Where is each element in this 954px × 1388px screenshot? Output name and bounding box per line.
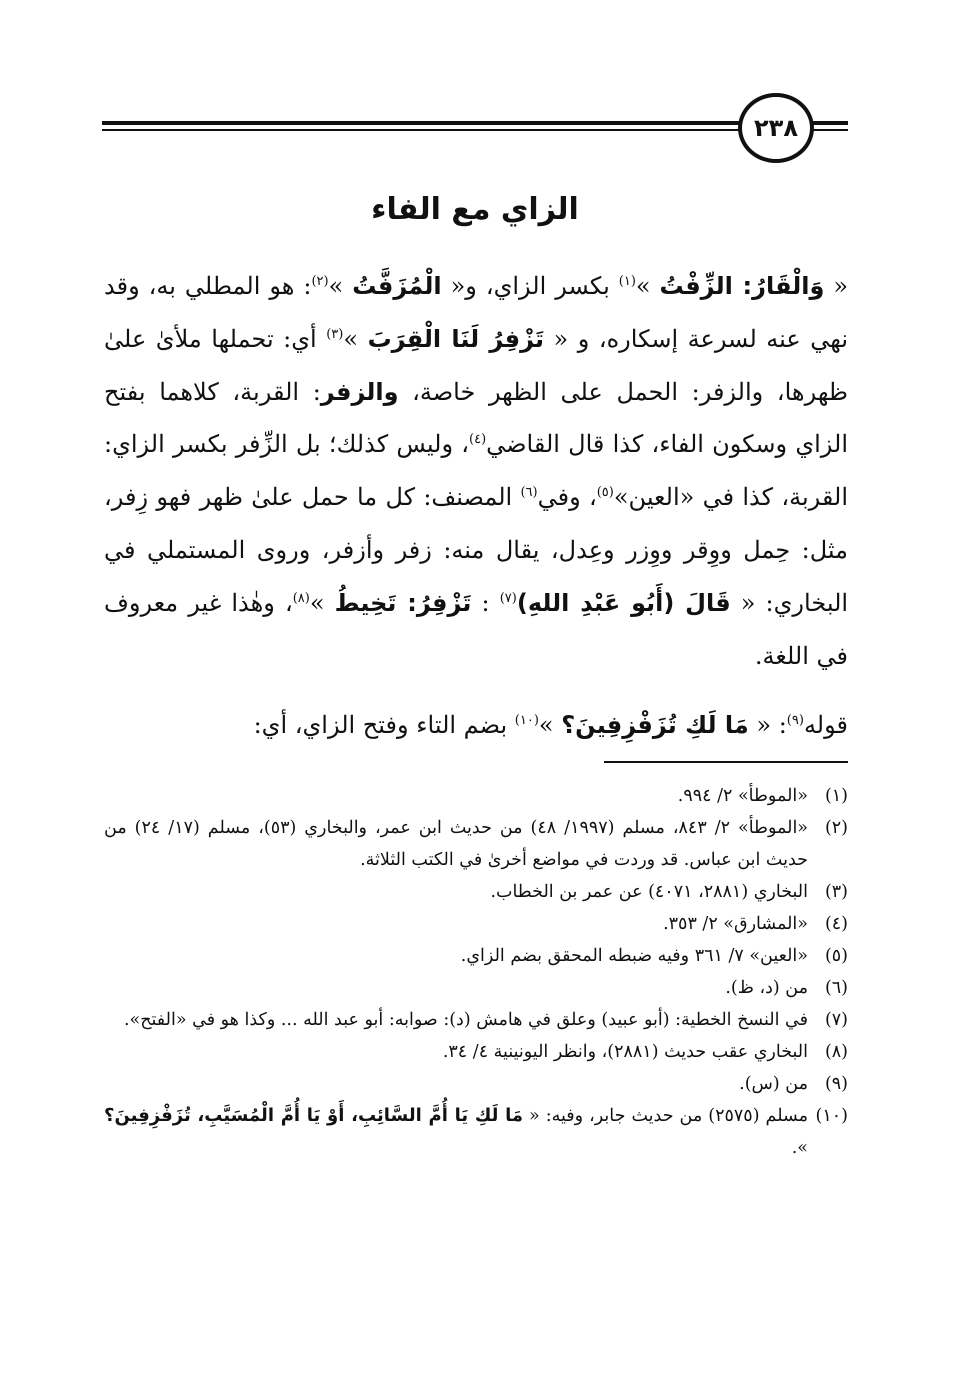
headword: وَالْقَارُ: الزِّفْتُ	[659, 272, 825, 300]
headword: الْمُزَفَّتُ	[352, 272, 442, 300]
footnote-1: (١) «الموطأ» ٢/ ٩٩٤.	[677, 786, 848, 806]
footnote-ref: (١)	[618, 274, 636, 289]
footnote-ref: (١٠)	[514, 713, 539, 729]
header-rule-right-thin	[808, 129, 848, 131]
footnote-ref: (٩)	[786, 713, 804, 729]
headword: تَزْفِرُ: تَخِيطُ	[334, 588, 472, 617]
footnote-9: (٩) من (س).	[739, 1074, 848, 1094]
footnote-7: (٧) في النسخ الخطية: (أبو عبيد) وعلق في هامش (د): صوابه: أبو عبد الله ... وكذا هو في «الفتح».	[123, 1010, 848, 1030]
footnote-ref: (٥)	[596, 485, 614, 501]
footnotes	[104, 780, 848, 1164]
paragraph-1: « وَالْقَارُ: الزِّفْتُ »$^{(١)}$ بكسر الزاي، و« الْمُزَفَّتُ »$^{(٢)}$: هو المطلي به، وقد نهي عنه لسرعة إسكاره، و « تَزْفِرُ لَنَا الْقِرَبَ »$^{(٣)}$ أي: تحملها ملأىٰ علىٰ ظهرها، والزفر: الحمل على الظهر خاصة، والزفر: القربة، كلاهما بفتح الزاي وسكون الفاء، كذا قال القاضي$^{(٤)}$، وليس كذلك؛ بل الزِّفر بكسر الزاي: القربة، كذا في «العين»$^{(٥)}$، وفي$^{(٦)}$ المصنف: كل ما حمل علىٰ ظهر فهو زِفر، مثل: حِمل ووِقر ووِزر وعِدل، يقال منه: زفر وأزفر، وروى المستملي في البخاري: « قَالَ (أَبُو عَبْدِ اللهِ)$^{(٧)}$ : تَزْفِرُ: تَخِيطُ »$^{(٨)}$، وهٰذا غير معروف في اللغة.	[104, 272, 849, 670]
footnote-10: (١٠) مسلم (٢٥٧٥) من حديث جابر، وفيه: « مَا لَكِ يَا أُمَّ السَّائِبِ، أَوْ يَا أُمَّ الْمُسَيَّبِ، تُزَفْزِفِينَ؟ ».	[104, 1105, 848, 1158]
headword: والزفر	[320, 377, 399, 406]
footnote-5: (٥) «العين» ٧/ ٣٦١ وفيه ضبطه المحقق بضم الزاي.	[460, 946, 848, 966]
footnote-ref: (٦)	[520, 485, 538, 501]
footnote-2: (٢) «الموطأ» ٢/ ٨٤٣، مسلم (١٩٩٧/ ٤٨) من حديث ابن عمر، والبخاري (٥٣)، مسلم (١٧/ ٢٤) من حديث ابن عباس. قد وردت في مواضع أخرىٰ في الكتب الثلاثة.	[104, 818, 848, 870]
headword: قَالَ (أَبُو عَبْدِ اللهِ)	[516, 588, 731, 617]
footnote-6: (٦) من (د، ظ).	[725, 978, 848, 998]
page-number: ٢٣٨	[738, 93, 814, 163]
footnote-ref: (٤)	[469, 432, 487, 448]
footnote-ref: (٣)	[326, 326, 344, 342]
footnote-4: (٤) «المشارق» ٢/ ٣٥٣.	[663, 914, 848, 934]
footnote-separator	[604, 761, 848, 763]
header-rule-right-thick	[808, 121, 848, 125]
footnote-3: (٣) البخاري (٢٨٨١، ٤٠٧١) عن عمر بن الخطاب.	[490, 882, 848, 902]
footnote-ref: (٨)	[292, 590, 310, 606]
hadith-quote: مَا لَكِ يَا أُمَّ السَّائِبِ، أَوْ يَا أُمَّ الْمُسَيَّبِ، تُزَفْزِفِينَ؟	[104, 1105, 523, 1126]
header-rule-thick	[102, 121, 742, 125]
headword: تَزْفِرُ لَنَا الْقِرَبَ	[367, 324, 545, 353]
paragraph-2: قوله$^{(٩)}$: « مَا لَكِ تُزَفْزِفِينَ؟ »$^{(١٠)}$ بضم التاء وفتح الزاي، أي:	[253, 711, 848, 740]
main-text	[104, 260, 848, 752]
headword: مَا لَكِ تُزَفْزِفِينَ؟	[561, 711, 749, 740]
header-rule-thin	[102, 129, 742, 131]
footnote-ref: (٢)	[311, 274, 329, 289]
footnote-ref: (٧)	[499, 590, 517, 606]
section-title: الزاي مع الفاء	[371, 192, 579, 227]
footnote-8: (٨) البخاري عقب حديث (٢٨٨١)، وانظر اليونينية ٤/ ٣٤.	[442, 1042, 848, 1062]
